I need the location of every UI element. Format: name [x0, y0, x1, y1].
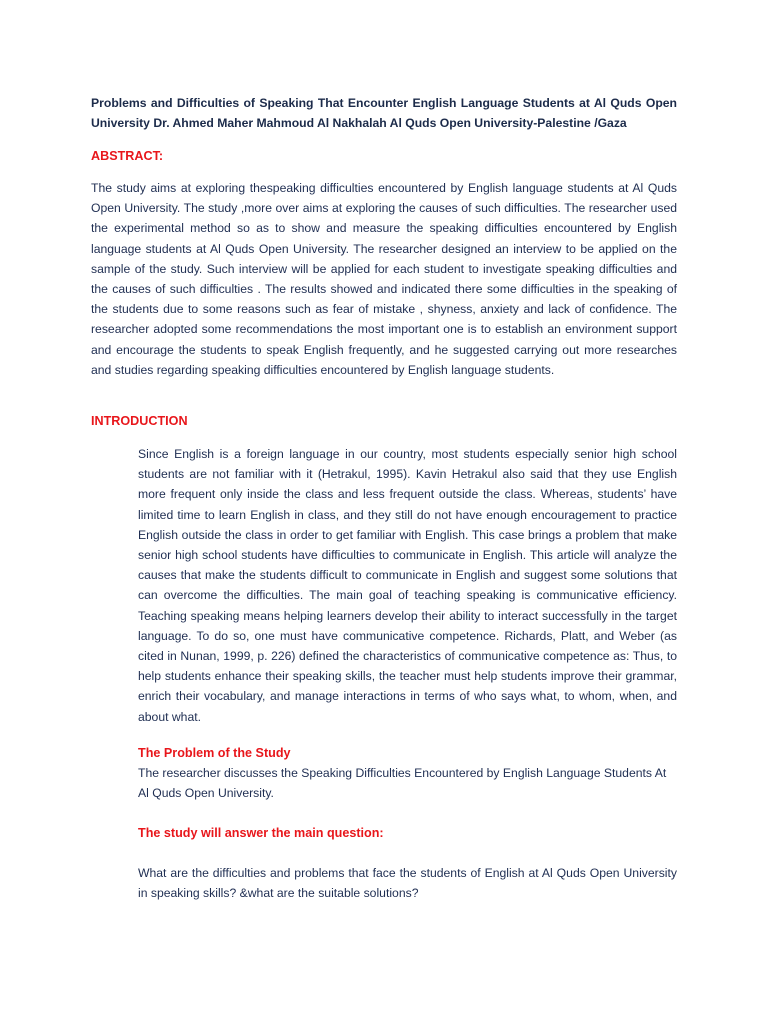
main-question-heading: The study will answer the main question:: [138, 826, 384, 840]
introduction-paragraph: Since English is a foreign language in our country, most students especially senior high school students are not familiar with it (Hetrakul, 1995). Kavin Hetrakul also said that they use English more frequent only inside the class and less frequent outside the class. Whereas, students’ have limited time to learn English in class, and they still do not have enough encouragement to practice English outside the class in order to get familiar with English. This case brings a problem that make senior high school students have difficulties to communicate in English. This article will analyze the causes that make the students difficult to communicate in English and suggest some solutions that can overcome the difficulties. The main goal of teaching speaking is communicative efficiency. Teaching speaking means helping learners develop their ability to interact successfully in the target language. To do so, one must have communicative competence. Richards, Platt, and Weber (as cited in Nunan, 1999, p. 226) defined the characteristics of communicative competence as: Thus, to help students enhance their speaking skills, the teacher must help students improve their grammar, enrich their vocabulary, and manage interactions in terms of who says what, to whom, when, and about what.: [138, 447, 677, 724]
introduction-heading: INTRODUCTION: [91, 414, 188, 428]
problem-heading: The Problem of the Study: [138, 746, 291, 760]
paper-title: Problems and Difficulties of Speaking That Encounter English Language Students at Al Quds Open University Dr. Ahmed Maher Mahmoud Al Nakhalah Al Quds Open University-Palestine /Gaza: [91, 96, 677, 130]
abstract-heading: ABSTRACT:: [91, 149, 164, 163]
main-question-paragraph: What are the difficulties and problems that face the students of English at Al Quds Open University in speaking skills? &what are the suitable solutions?: [138, 866, 677, 901]
abstract-paragraph: The study aims at exploring thespeaking difficulties encountered by English language students at Al Quds Open University. The study ,more over aims at exploring the causes of such difficulties. The researcher used the experimental method so as to show and measure the speaking difficulties encountered by English language students at Al Quds Open University. The researcher designed an interview to be applied on the sample of the study. Such interview will be applied for each student to investigate speaking difficulties and the causes of such difficulties . The results showed and indicated there some difficulties in the speaking of the students due to some reasons such as fear of mistake , shyness, anxiety and lack of confidence. The researcher adopted some recommendations the most important one is to establish an environment support and encourage the students to speak English frequently, and he suggested carrying out more researches and studies regarding speaking difficulties encountered by English language students.: [91, 181, 677, 377]
problem-paragraph: The researcher discusses the Speaking Difficulties Encountered by English Language Students At Al Quds Open University.: [138, 766, 667, 801]
